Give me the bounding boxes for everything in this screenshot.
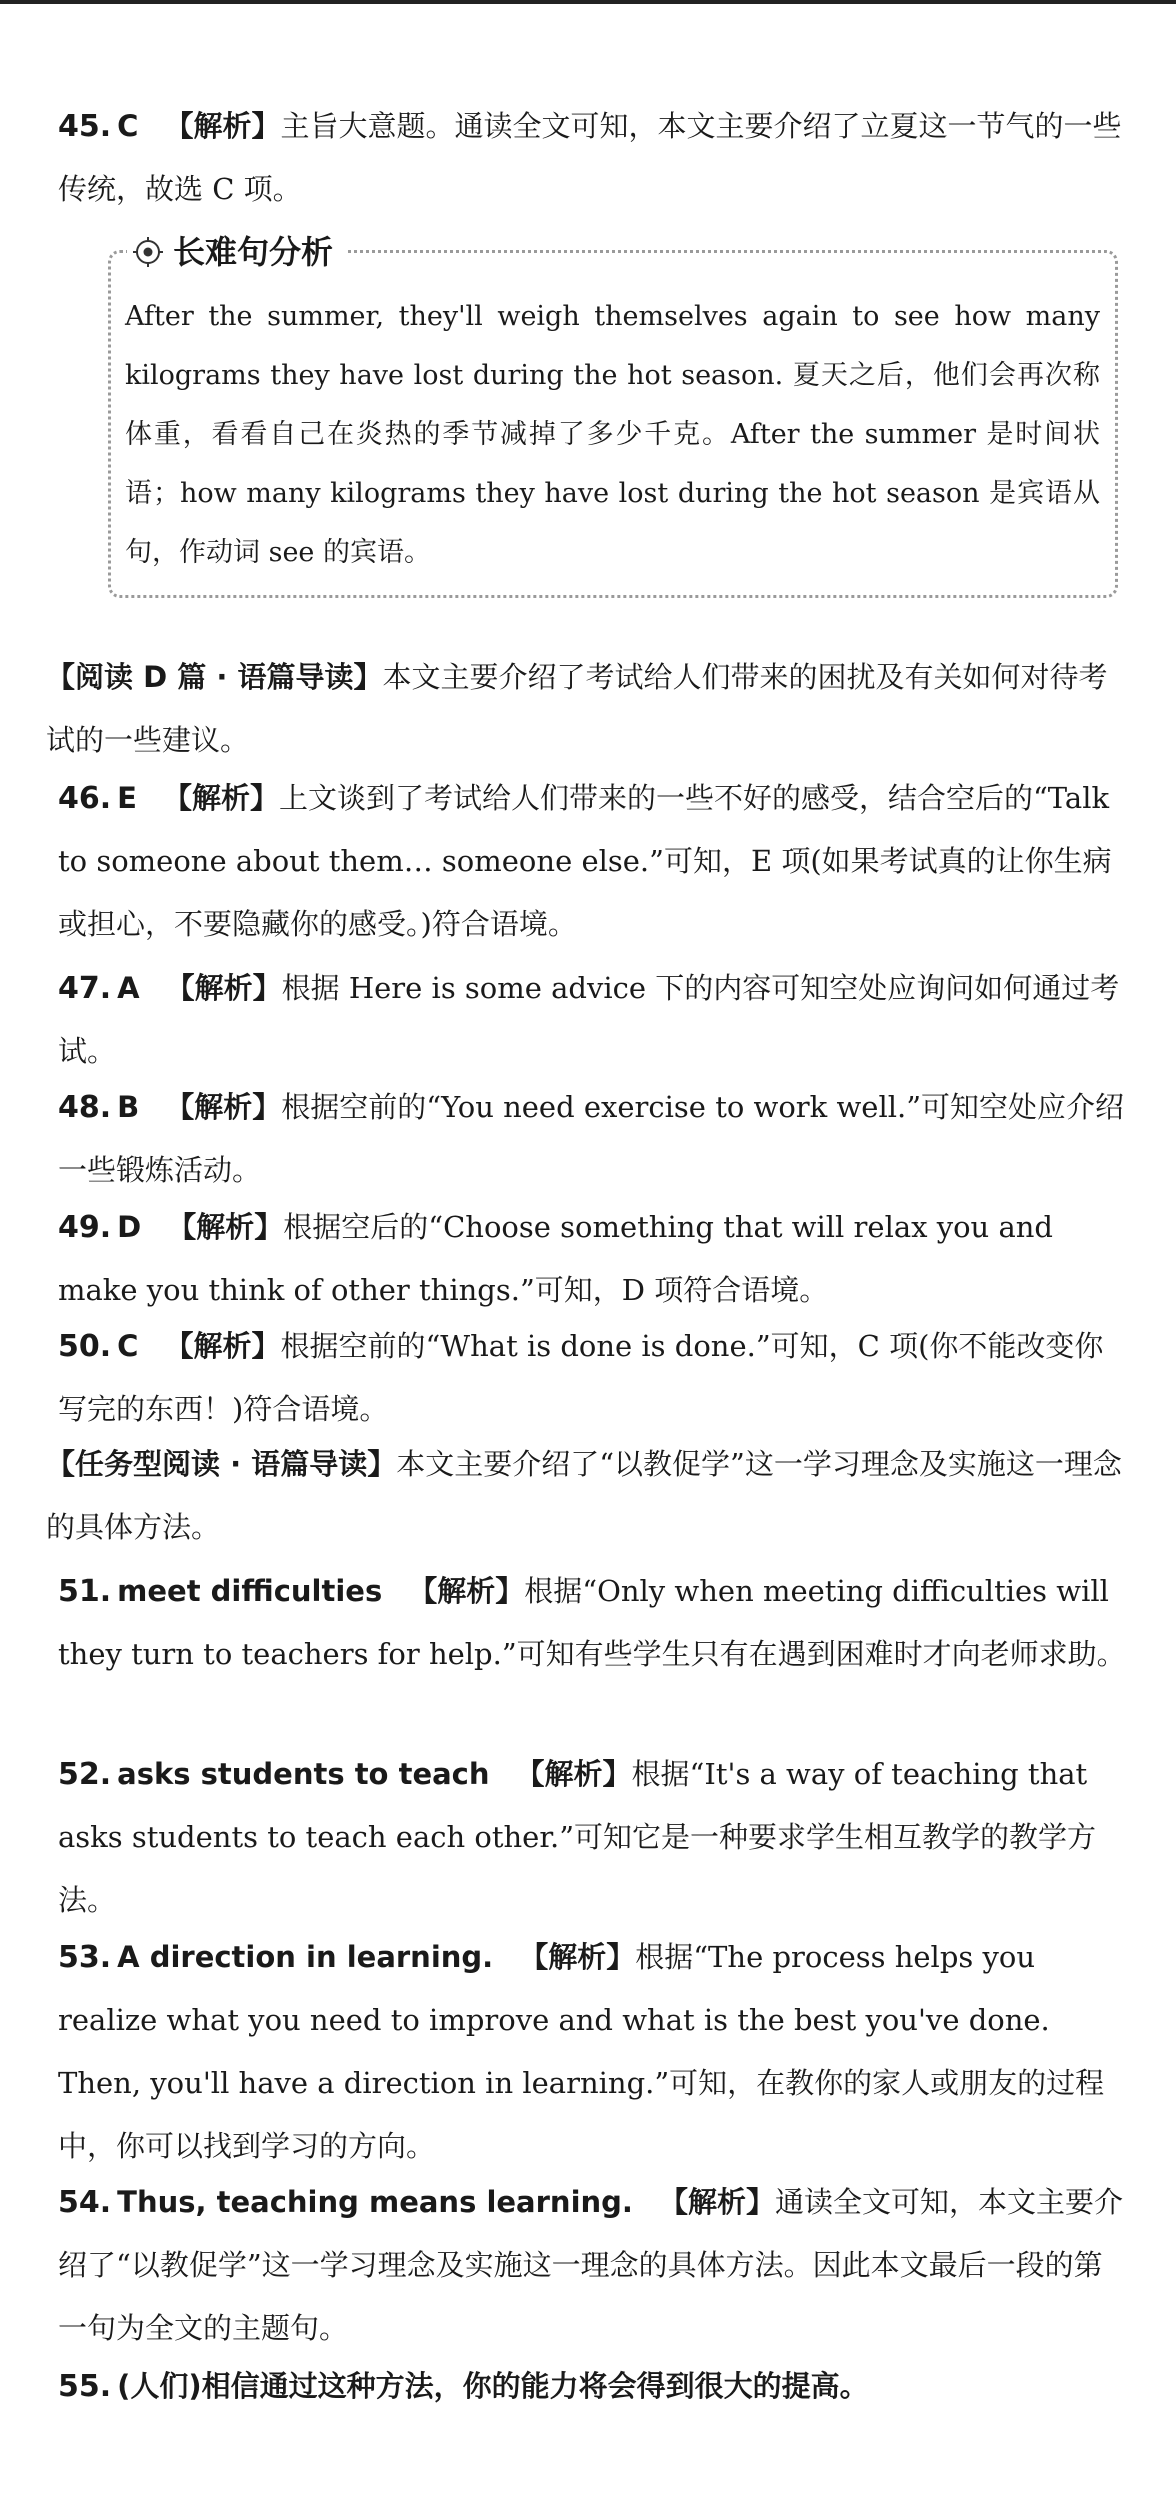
target-icon — [133, 237, 163, 267]
answer-key: E — [117, 781, 137, 815]
analysis-tag: 【解析】 — [164, 109, 281, 143]
analysis-text: 根据“Only when meeting difficulties will they turn to teachers for help.”可知有些学生只有在遇到困难时才向老师求助。 — [58, 1574, 1126, 1671]
answer-key: B — [117, 1090, 140, 1124]
answer-key: A direction in learning. — [117, 1940, 494, 1974]
question-number: 54. — [58, 2185, 112, 2220]
answer-45 — [58, 95, 1126, 221]
section-tag: 【阅读 D 篇 · 语篇导读】 — [46, 660, 383, 694]
analysis-tag: 【解析】 — [165, 971, 282, 1005]
box-text: After the summer, they'll weigh themselves again to see how many kilograms they have lost during the hot season. 夏天之后，他们会再次称体重，看看自己在炎热的季节减掉了多少千克。After the summer 是时间状语；how many kilograms they have lost during the hot season 是宾语从句，作动词 see 的宾语。 — [125, 301, 1100, 568]
analysis-tag: 【解析】 — [162, 781, 279, 815]
question-number: 47. — [58, 971, 112, 1006]
question-number: 55. — [58, 2369, 112, 2404]
question-number: 46. — [58, 781, 112, 816]
analysis-text: 根据“It's a way of teaching that asks students to teach each other.”可知它是一种要求学生相互教学的教学方法。 — [58, 1757, 1097, 1917]
answer-52 — [58, 1743, 1126, 1932]
answer-55 — [58, 2355, 1126, 2418]
analysis-text: 根据空前的“What is done is done.”可知，C 项(你不能改变你写完的东西！)符合语境。 — [58, 1329, 1104, 1426]
analysis-text: 根据空前的“You need exercise to work well.”可知空处应介绍一些锻炼活动。 — [58, 1090, 1125, 1187]
analysis-text: 主旨大意题。通读全文可知，本文主要介绍了立夏这一节气的一些传统，故选 C 项。 — [58, 109, 1122, 206]
question-number: 48. — [58, 1090, 112, 1125]
answer-50 — [58, 1315, 1126, 1441]
top-rule — [0, 0, 1176, 4]
answer-key: C — [117, 109, 139, 143]
analysis-tag: 【解析】 — [165, 1090, 282, 1124]
question-number: 51. — [58, 1574, 112, 1609]
analysis-tag: 【解析】 — [519, 1940, 636, 1974]
task-reading-intro — [46, 1433, 1126, 1559]
reading-d-intro — [46, 646, 1126, 772]
answer-46 — [58, 767, 1126, 956]
answer-key: C — [117, 1329, 139, 1363]
long-sentence-analysis-box — [108, 233, 1118, 598]
analysis-tag: 【解析】 — [658, 2185, 775, 2219]
answer-51 — [58, 1560, 1126, 1686]
analysis-text: 上文谈到了考试给人们带来的一些不好的感受，结合空后的“Talk to someone about them… someone else.”可知，E 项(如果考试真的让你生病或担心，不要隐藏你的感受。)符合语境。 — [58, 781, 1112, 941]
answer-49 — [58, 1196, 1126, 1322]
analysis-text: 根据 Here is some advice 下的内容可知空处应询问如何通过考试。 — [58, 971, 1120, 1068]
question-number: 45. — [58, 109, 112, 144]
answer-54 — [58, 2171, 1126, 2360]
answer-key: asks students to teach — [117, 1757, 490, 1791]
box-title: 长难句分析 — [173, 233, 334, 271]
answer-key: Thus, teaching means learning. — [117, 2185, 633, 2219]
analysis-text: 根据空后的“Choose something that will relax you and make you think of other things.”可知，D 项符合语境。 — [58, 1210, 1053, 1307]
answer-53 — [58, 1926, 1126, 2178]
section-text: 本文主要介绍了“以教促学”这一学习理念及实施这一理念的具体方法。 — [46, 1447, 1122, 1544]
answer-key: A — [117, 971, 140, 1005]
question-number: 52. — [58, 1757, 112, 1792]
question-number: 50. — [58, 1329, 112, 1364]
answer-key: D — [117, 1210, 142, 1244]
question-number: 53. — [58, 1940, 112, 1975]
analysis-tag: 【解析】 — [164, 1329, 281, 1363]
analysis-text: 根据“The process helps you realize what you need to improve and what is the best you've done. Then, you'll have a direction in learning.”可知，在教你的家人或朋友的过程中，你可以找到学习的方向。 — [58, 1940, 1105, 2163]
analysis-tag: 【解析】 — [408, 1574, 525, 1608]
analysis-text: 通读全文可知，本文主要介绍了“以教促学”这一学习理念及实施这一理念的具体方法。因此本文最后一段的第一句为全文的主题句。 — [58, 2185, 1123, 2345]
question-number: 49. — [58, 1210, 112, 1245]
box-header — [127, 227, 345, 277]
answer-48 — [58, 1076, 1126, 1202]
section-tag: 【任务型阅读 · 语篇导读】 — [46, 1447, 397, 1481]
answer-key: meet difficulties — [117, 1574, 383, 1608]
section-text: 本文主要介绍了考试给人们带来的困扰及有关如何对待考试的一些建议。 — [46, 660, 1108, 757]
answer-47 — [58, 957, 1126, 1083]
answer-sentence: (人们)相信通过这种方法，你的能力将会得到很大的提高。 — [117, 2369, 869, 2403]
analysis-tag: 【解析】 — [167, 1210, 284, 1244]
analysis-tag: 【解析】 — [515, 1757, 632, 1791]
